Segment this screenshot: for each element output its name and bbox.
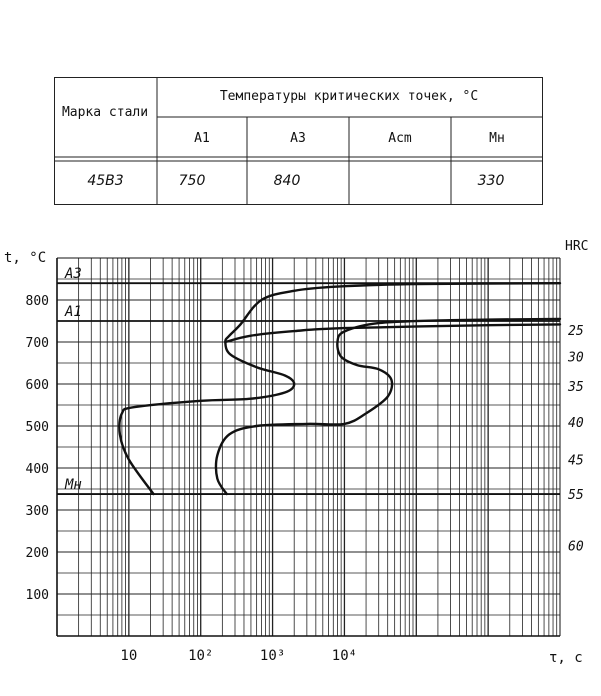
y2-axis-title: HRC bbox=[565, 239, 589, 254]
x-axis-title: τ, с bbox=[549, 650, 583, 666]
hrc-label: 30 bbox=[568, 350, 584, 366]
y-tick-label: 700 bbox=[25, 336, 49, 351]
y-axis-title: t, °C bbox=[4, 250, 47, 266]
brand-header: Марка стали bbox=[61, 105, 149, 120]
row-brand: 45В3 bbox=[87, 173, 124, 189]
y-tick-label: 300 bbox=[25, 504, 49, 519]
y-tick-label: 100 bbox=[25, 588, 49, 603]
x-tick-label: 10⁴ bbox=[331, 648, 358, 664]
hrc-label: 55 bbox=[568, 488, 584, 504]
x-tick-label: 10 bbox=[120, 648, 138, 664]
hrc-label: 25 bbox=[568, 324, 584, 340]
hrc-label: 40 bbox=[568, 415, 584, 431]
y-tick-label: 200 bbox=[25, 546, 49, 561]
curves bbox=[119, 283, 560, 494]
row-a3: 840 bbox=[273, 173, 301, 189]
sub-header-acm: Acm bbox=[388, 131, 412, 146]
row-mn: 330 bbox=[477, 173, 505, 189]
critical-line-label: A1 bbox=[65, 304, 82, 320]
temps-header: Температуры критических точек, °C bbox=[219, 89, 479, 104]
hrc-label: 60 bbox=[568, 539, 584, 555]
sub-header-a1: A1 bbox=[194, 131, 210, 146]
critical-line-label: A3 bbox=[65, 266, 82, 283]
x-tick-label: 10² bbox=[188, 648, 214, 664]
sub-header-mn: Мн bbox=[489, 131, 505, 146]
chart-grid bbox=[57, 258, 560, 636]
critical-line-label: Mн bbox=[65, 477, 82, 494]
hrc-label: 45 bbox=[568, 453, 584, 469]
sub-header-a3: A3 bbox=[290, 131, 306, 146]
y-tick-label: 500 bbox=[25, 420, 49, 435]
y-tick-label: 600 bbox=[25, 378, 49, 393]
y-tick-label: 400 bbox=[25, 462, 49, 477]
curve-1 bbox=[119, 283, 560, 494]
row-a1: 750 bbox=[178, 173, 206, 189]
x-tick-label: 10³ bbox=[259, 648, 286, 664]
hrc-label: 35 bbox=[568, 380, 584, 396]
y-tick-label: 800 bbox=[25, 294, 49, 309]
